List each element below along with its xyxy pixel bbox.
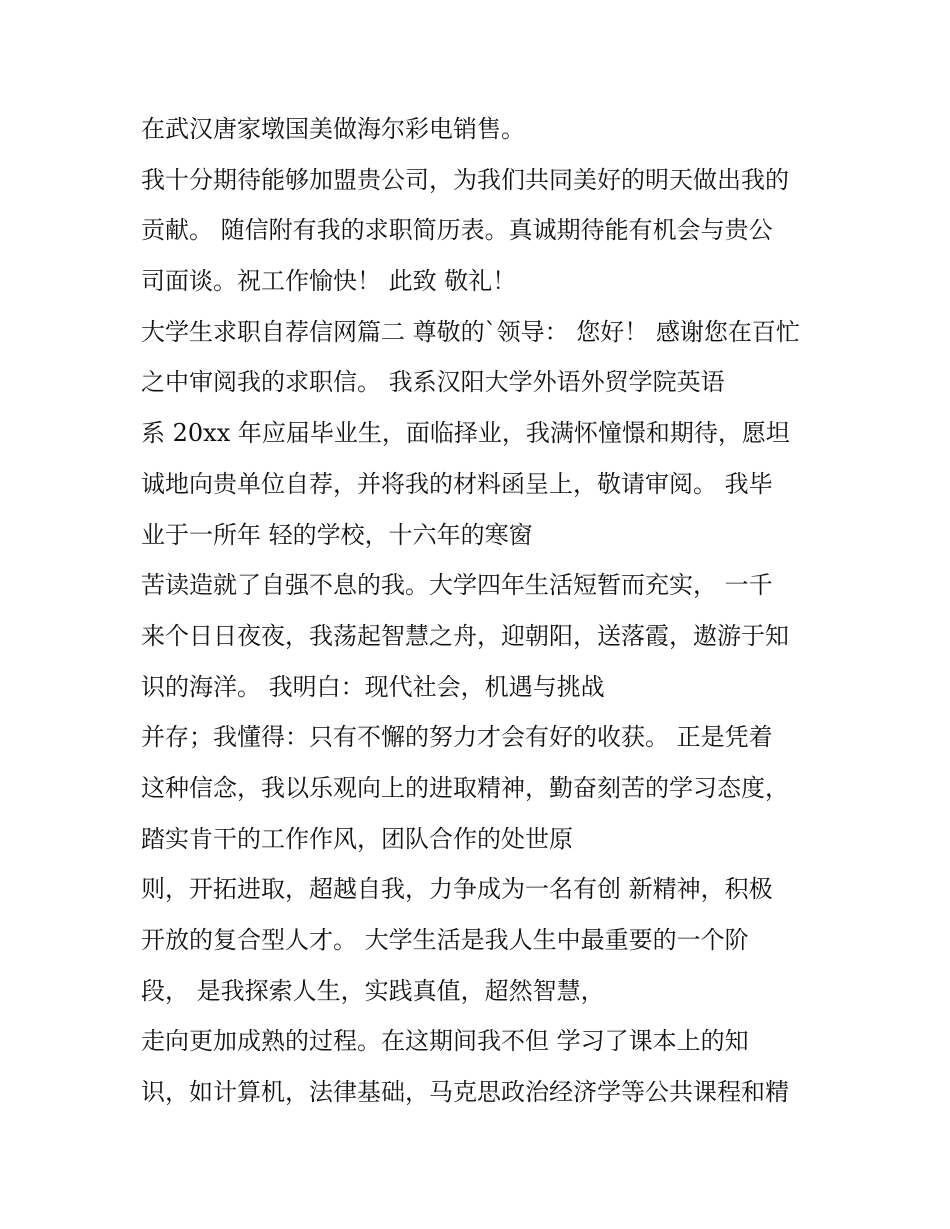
text-line: 大学生求职自荐信网篇二 尊敬的`领导： 您好！ 感谢您在百忙 [141, 317, 800, 346]
text-line: 识，如计算机，法律基础，马克思政治经济学等公共课程和精 [141, 1078, 789, 1107]
text-line: 踏实肯干的工作作风，团队合作的处世原 [141, 824, 573, 853]
text-line: 苦读造就了自强不息的我。大学四年生活短暂而充实， 一千 [141, 571, 773, 600]
text-line: 来个日日夜夜，我荡起智慧之舟，迎朝阳，送落霞，遨游于知 [141, 621, 789, 650]
text-line: 在武汉唐家墩国美做海尔彩电销售。 [141, 115, 525, 143]
letter-body [141, 109, 821, 1123]
text-line: 段， 是我探索人生，实践真值，超然智慧， [141, 976, 605, 1005]
text-line: 则，开拓进取，超越自我，力争成为一名有创 新精神，积极 [141, 875, 773, 904]
text-line: 走向更加成熟的过程。在这期间我不但 学习了课本上的知 [141, 1027, 749, 1056]
text-line: 开放的复合型人才。 大学生活是我人生中最重要的一个阶 [141, 926, 749, 954]
text-line: 我十分期待能够加盟贵公司，为我们共同美好的明天做出我的 [141, 165, 789, 194]
text-line: 这种信念，我以乐观向上的进取精神，勤奋刻苦的学习态度， [141, 773, 789, 802]
text-line: 系 20xx 年应届毕业生，面临择业，我满怀憧憬和期待，愿坦 [141, 419, 790, 448]
text-line: 之中审阅我的求职信。 我系汉阳大学外语外贸学院英语 [141, 368, 725, 397]
text-line: 贡献。 随信附有我的求职简历表。真诚期待能有机会与贵公 [141, 216, 773, 245]
text-line: 诚地向贵单位自荐，并将我的材料函呈上，敬请审阅。 我毕 [141, 469, 773, 498]
text-line: 识的海洋。 我明白：现代社会，机遇与挑战 [141, 672, 605, 701]
text-line: 司面谈。祝工作愉快！ 此致 敬礼！ [141, 267, 517, 296]
text-line: 业于一所年 轻的学校，十六年的寒窗 [141, 520, 533, 549]
text-line: 并存；我懂得：只有不懈的努力才会有好的收获。 正是凭着 [141, 723, 773, 752]
